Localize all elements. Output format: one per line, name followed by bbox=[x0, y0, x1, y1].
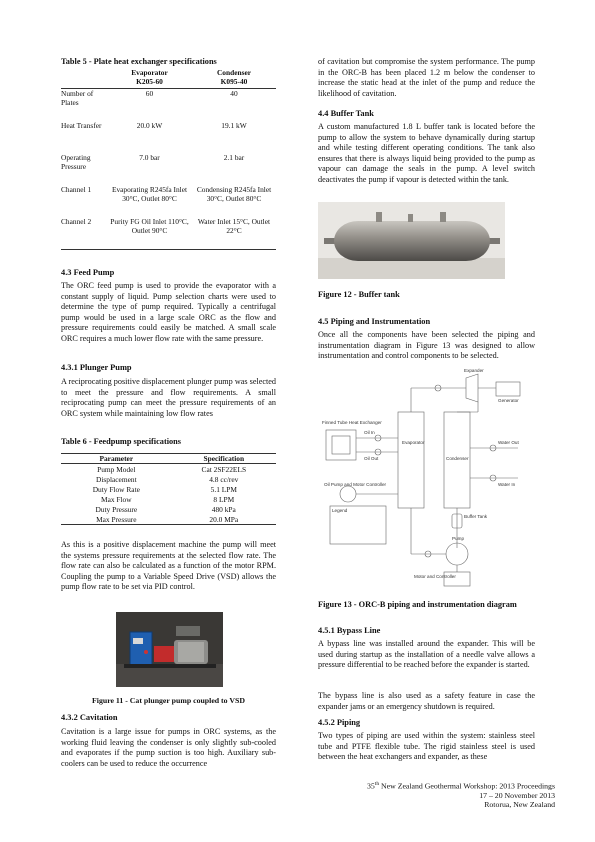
buffer-tank-photo bbox=[318, 202, 505, 279]
section-4-3-1-heading: 4.3.1 Plunger Pump bbox=[61, 363, 132, 372]
generator-label: Generator bbox=[498, 398, 519, 403]
section-4-4-text: A custom manufactured 1.8 L buffer tank is located before the pump to allow the system to behave dynamically during startup and while testing different operating conditions. The tank also ensures that there is always liquid being provided to the pump as vapour can damage the seals in the pump. A level switch deactivates the pump if vapour is detected within the tank. bbox=[318, 122, 535, 184]
section-4-5-1-text: A bypass line was installed around the expander. This will be used during startup as the installation of a needle valve allows a pressure differential to be reached before the expander is started. bbox=[318, 639, 535, 670]
section-4-5-text: Once all the components have been selected the piping and instrumentation diagram in Figure 13 was designed to allow instrumentation and control components to be selected. bbox=[318, 330, 535, 361]
buffer-tank-drawing bbox=[318, 202, 505, 279]
table5-caption: Table 5 - Plate heat exchanger specifications bbox=[61, 57, 217, 66]
expander-symbol bbox=[466, 374, 478, 402]
pump-label: Pump bbox=[452, 536, 465, 541]
table6-row: Displacement 4.8 cc/rev bbox=[95, 474, 239, 484]
oil-pump-symbol bbox=[340, 486, 356, 502]
figure13-caption: Figure 13 - ORC-B piping and instrumentation diagram bbox=[318, 600, 517, 609]
pump-paragraph: As this is a positive displacement machine the pump will meet the systems pressure requirements at the selected flow rate. The flow rate can also be calculated as a function of the motor RPM. Coupling the pump to a Variable Speed Drive (VSD) allows the pump flow rate to be set via PID control. bbox=[61, 540, 276, 592]
figure12-caption: Figure 12 - Buffer tank bbox=[318, 290, 400, 299]
table5-row: Channel 1 Evaporating R245fa Inlet 30°C, Outlet 80°C Condensing R245fa Inlet 30°C, Outlet 80°C bbox=[61, 185, 272, 203]
pid-diagram bbox=[318, 368, 535, 588]
section-4-5-2-text: Two types of piping are used within the system: stainless steel tube and PTFE flexible tube. The rigid stainless steel is used between the heat exchangers and expander, as these bbox=[318, 731, 535, 762]
section-4-5-heading: 4.5 Piping and Instrumentation bbox=[318, 317, 431, 326]
oil-out-label: Oil Out bbox=[364, 456, 379, 461]
water-in-label: Water In bbox=[498, 482, 516, 487]
section-4-5-1-text2: The bypass line is also used as a safety feature in case the expander jams or an emergency shutdown is required. bbox=[318, 691, 535, 711]
figure11-caption: Figure 11 - Cat plunger pump coupled to VSD bbox=[92, 696, 245, 705]
finned-tube-symbol bbox=[326, 430, 356, 460]
pump-photo-drawing bbox=[116, 612, 223, 687]
table5-row: Operating Pressure 7.0 bar 2.1 bar bbox=[61, 153, 245, 171]
oil-in-label: Oil In bbox=[364, 430, 375, 435]
cavitation-continued-text: of cavitation but compromise the system performance. The pump in the ORC-B has been placed 1.2 m below the condenser to increase the static head at the inlet of the pump and reduce the likelihood of cavitation. bbox=[318, 57, 535, 98]
section-4-3-text: The ORC feed pump is used to provide the evaporator with a constant supply of liquid. Pump selection charts were used to determine the type of pump required. Typically a centrifugal pump would be used in a large scale ORC as the flow and pressure requirements could easily be matched. A small scale ORC requires a much lower flow rate with the same pressure. bbox=[61, 281, 276, 343]
section-4-3-1-text: A reciprocating positive displacement plunger pump was selected to meet the pressure and flow requirements. A small reciprocating pump can meet the pressure requirements of an ORC system while maintaining low flow rates bbox=[61, 377, 276, 418]
table6-row: Duty Flow Rate 5.1 LPM bbox=[92, 484, 237, 494]
evaporator-label: Evaporator bbox=[402, 440, 425, 445]
legend-label: Legend bbox=[332, 508, 348, 513]
table5-header-evaporator: Evaporator K205-60 bbox=[131, 68, 168, 86]
section-4-3-2-text: Cavitation is a large issue for pumps in ORC systems, as the working fluid leaving the condenser is only slightly sub-cooled and evaporates if the pump suction is too high. Auxiliary sub-coolers can be used to reduce the occurrence bbox=[61, 727, 276, 768]
table6-row: Pump Model Cat 2SF22ELS bbox=[97, 464, 247, 474]
footer-line2: 17 – 20 November 2013 bbox=[479, 791, 555, 800]
table5 bbox=[61, 68, 276, 250]
oil-pump-label: Oil Pump and Motor Controller bbox=[324, 482, 387, 487]
table6-row: Max Pressure 20.0 MPa bbox=[61, 514, 276, 525]
condenser-label: Condenser bbox=[446, 456, 469, 461]
generator-symbol bbox=[496, 382, 520, 396]
finned-tube-label: Finned Tube Heat Exchanger bbox=[322, 420, 382, 425]
pump-photo bbox=[116, 612, 223, 687]
table6-row: Duty Pressure 480 kPa bbox=[95, 504, 236, 514]
section-4-3-heading: 4.3 Feed Pump bbox=[61, 268, 115, 277]
motor-label: Motor and Controller bbox=[414, 574, 456, 579]
table6-row: Max Flow 8 LPM bbox=[101, 494, 235, 504]
section-4-4-heading: 4.4 Buffer Tank bbox=[318, 109, 374, 118]
section-4-5-2-heading: 4.5.2 Piping bbox=[318, 718, 361, 727]
table5-row: Channel 2 Purity FG Oil Inlet 110°C, Outlet 90°C Water Inlet 15°C, Outlet 22°C bbox=[61, 217, 276, 250]
table5-row: Heat Transfer 20.0 kW 19.1 kW bbox=[61, 121, 247, 130]
section-4-5-1-heading: 4.5.1 Bypass Line bbox=[318, 626, 381, 635]
footer bbox=[367, 780, 555, 810]
table5-row: Number of Plates 60 40 bbox=[61, 89, 276, 122]
table6-caption: Table 6 - Feedpump specifications bbox=[61, 437, 182, 446]
footer-line3: Rotorua, New Zealand bbox=[484, 800, 555, 810]
table6: Parameter Specification Pump Model Cat 2SF22ELS Displacement 4.8 cc/rev Duty Flow Rate 5.1 LPM Max Flow 8 LPM Duty Pressure 480 kPa Max Pressure 20.0 MPa bbox=[61, 453, 276, 525]
footer-line1: 35th New Zealand Geothermal Workshop: 2013 Proceedings bbox=[367, 781, 555, 791]
water-out-label: Water Out bbox=[498, 440, 519, 445]
buffer-tank-label: Buffer Tank bbox=[464, 514, 488, 519]
expander-label: Expander bbox=[464, 368, 484, 373]
evaporator-symbol bbox=[398, 412, 424, 508]
section-4-3-2-heading: 4.3.2 Cavitation bbox=[61, 713, 118, 722]
table5-header-condenser: Condenser K095-40 bbox=[216, 68, 252, 86]
